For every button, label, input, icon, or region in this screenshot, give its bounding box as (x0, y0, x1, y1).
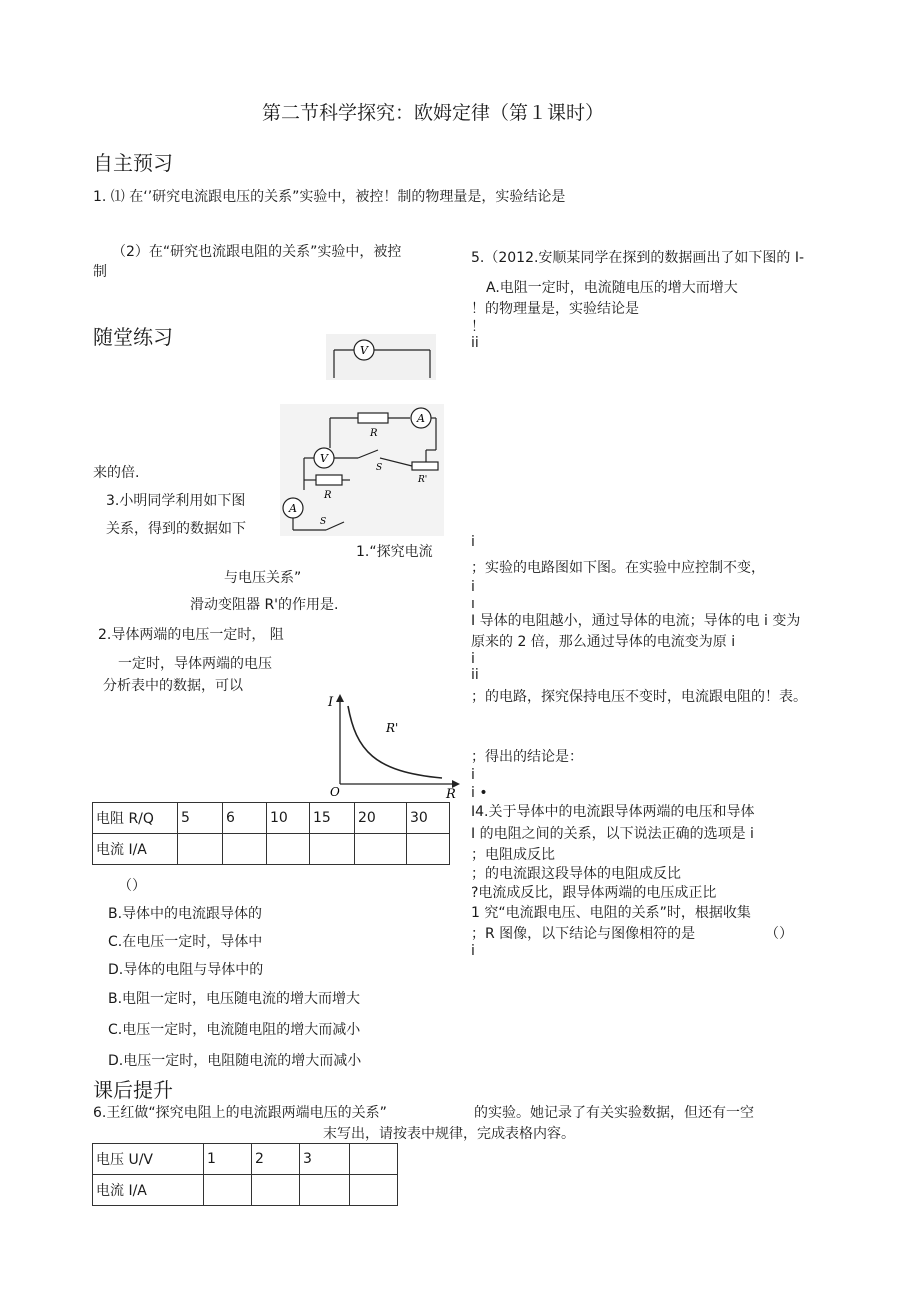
y-axis-arrow-icon (336, 694, 344, 702)
origin-label: O (330, 785, 340, 799)
inverse-curve (348, 706, 442, 778)
voltage-current-table (92, 1143, 398, 1206)
table-cell: 1 (204, 1144, 252, 1175)
x-axis-label: R (446, 787, 456, 800)
text-fragment: 来的倍. (93, 465, 140, 481)
question-6-line-2: 末写出，请按表中规律，完成表格内容。 (323, 1126, 575, 1142)
question-1-part-2: （2）在“研究也流跟电阻的关系”实验中，被控 (112, 244, 402, 260)
question-1-part-1: 1. ⑴ 在‘’研究电流跟电压的关系”实验中，被控！制的物理量是，实验结论是 (93, 189, 566, 205)
practice-q1-line-3: 滑动变阻器 R'的作用是. (190, 597, 339, 613)
ammeter-label: A (289, 502, 297, 515)
question-1-part-2-cont: 制 (93, 264, 107, 280)
question-4-line-6: 1 究“电流跟电压、电阻的关系”时，根据收集 (471, 905, 751, 921)
table-cell: 电压 U/V (93, 1144, 204, 1175)
question-5-option-a: A.电阻一定时，电流随电压的增大而增大 (486, 280, 738, 296)
practice-q2-line-3: 分析表中的数据，可以 (103, 678, 243, 694)
switch-label: S (320, 517, 327, 527)
resistor-icon (316, 475, 342, 485)
margin-mark: ！ (471, 319, 485, 335)
option-c-2: C.电压一定时，电流随电阻的增大而减小 (108, 1022, 361, 1038)
table-cell: 2 (252, 1144, 300, 1175)
table-cell: 3 (300, 1144, 350, 1175)
option-b-2: B.电阻一定时，电压随电流的增大而增大 (108, 991, 361, 1007)
table-cell (407, 834, 450, 865)
option-d-2: D.电压一定时，电阻随电流的增大而减小 (108, 1053, 362, 1069)
table-cell (355, 834, 407, 865)
table-cell: 6 (223, 803, 267, 834)
right-line: ；的电路，探究保持电压不变时，电流跟电阻的！表。 (471, 689, 807, 705)
margin-mark: i (471, 767, 475, 783)
table-row (93, 1144, 398, 1175)
table-cell: 5 (178, 803, 223, 834)
margin-mark: ii (471, 667, 479, 683)
question-4-line-5: ?电流成反比，跟导体两端的电压成正比 (471, 885, 717, 901)
table-cell (350, 1144, 398, 1175)
table-row (93, 803, 450, 834)
circuit-diagram-partial (326, 334, 436, 380)
question-3-line-1: 3.小明同学利用如下图 (106, 493, 246, 509)
table-cell (204, 1175, 252, 1206)
resistor-label: R (370, 428, 378, 439)
practice-q1-line-1: 1.“探究电流 (356, 544, 433, 560)
margin-mark: i (471, 534, 475, 550)
table-cell (223, 834, 267, 865)
option-b-1: B.导体中的电流跟导体的 (108, 906, 263, 922)
table-cell: 30 (407, 803, 450, 834)
table-cell: 电流 I/A (93, 834, 178, 865)
section-heading-practice: 随堂练习 (93, 325, 173, 349)
question-3-line-2: 关系，得到的数据如下 (106, 521, 246, 537)
table-cell (252, 1175, 300, 1206)
resistance-current-table (92, 802, 450, 865)
answer-paren: （） (765, 926, 793, 942)
question-6-line-1-cont: 的实验。她记录了有关实验数据，但还有一空 (474, 1105, 754, 1121)
figure-background (326, 334, 436, 380)
answer-paren: （） (118, 878, 146, 894)
right-line: ！的物理量是，实验结论是 (471, 301, 639, 317)
current-resistance-graph (324, 690, 462, 800)
table-cell (350, 1175, 398, 1206)
table-cell: 15 (310, 803, 355, 834)
right-line: 原来的 2 倍，那么通过导体的电流变为原 i (471, 634, 736, 650)
table-cell (267, 834, 310, 865)
margin-mark: i • (471, 785, 488, 801)
practice-q1-line-2: 与电压关系” (224, 570, 302, 586)
question-4-line-3: ；电阻成反比 (471, 847, 555, 863)
switch-label: S (376, 463, 383, 473)
question-4-line-7: ；R 图像，以下结论与图像相符的是 (471, 926, 696, 942)
margin-mark: i (471, 579, 475, 595)
question-4-line-1: I4.关于导体中的电流跟导体两端的电压和导体 (471, 804, 755, 820)
curve-label: R' (386, 721, 399, 735)
margin-mark: i (471, 943, 475, 959)
circuit-diagram (280, 404, 444, 536)
table-row (93, 1175, 398, 1206)
ammeter-label: A (417, 412, 425, 425)
resistor-label: R (324, 490, 332, 501)
voltmeter-label: V (360, 344, 368, 357)
y-axis-label: I (328, 695, 334, 710)
question-4-line-4: ；的电流跟这段导体的电阻成反比 (471, 866, 681, 882)
question-4-line-2: I 的电阻之间的关系，以下说法正确的选项是 i (471, 826, 754, 842)
page-title: 第二节科学探究：欧姆定律（第１课时） (262, 102, 605, 124)
table-row (93, 834, 450, 865)
section-heading-after: 课后提升 (93, 1078, 173, 1102)
table-cell (178, 834, 223, 865)
margin-mark: i (471, 651, 475, 667)
margin-mark: ı (471, 596, 475, 612)
right-line: ；实验的电路图如下图。在实验中应控制不变， (471, 560, 765, 576)
table-cell (310, 834, 355, 865)
rheostat-label: R' (418, 475, 428, 485)
rheostat-icon (412, 462, 438, 470)
margin-mark: ii (471, 335, 479, 351)
practice-q2-line-1: 2.导体两端的电压一定时， 阻 (98, 627, 284, 643)
table-cell: 10 (267, 803, 310, 834)
table-cell: 20 (355, 803, 407, 834)
option-c-1: C.在电压一定时，导体中 (108, 934, 263, 950)
right-line: I 导体的电阻越小，通过导体的电流；导体的电 i 变为 (471, 613, 801, 629)
table-cell: 电流 I/A (93, 1175, 204, 1206)
question-6-line-1: 6.王红做“探究电阻上的电流跟两端电压的关系” (93, 1105, 387, 1121)
resistor-icon (358, 413, 388, 423)
table-cell: 电阻 R/Q (93, 803, 178, 834)
option-d-1: D.导体的电阻与导体中的 (108, 962, 264, 978)
voltmeter-label: V (320, 452, 328, 465)
question-5: 5.（2012.安顺某同学在探到的数据画出了如下图的 I- (471, 250, 805, 266)
right-line: ；得出的结论是： (471, 749, 583, 765)
section-heading-preview: 自主预习 (93, 151, 173, 175)
table-cell (300, 1175, 350, 1206)
practice-q2-line-2: 一定时，导体两端的电压 (118, 656, 272, 672)
